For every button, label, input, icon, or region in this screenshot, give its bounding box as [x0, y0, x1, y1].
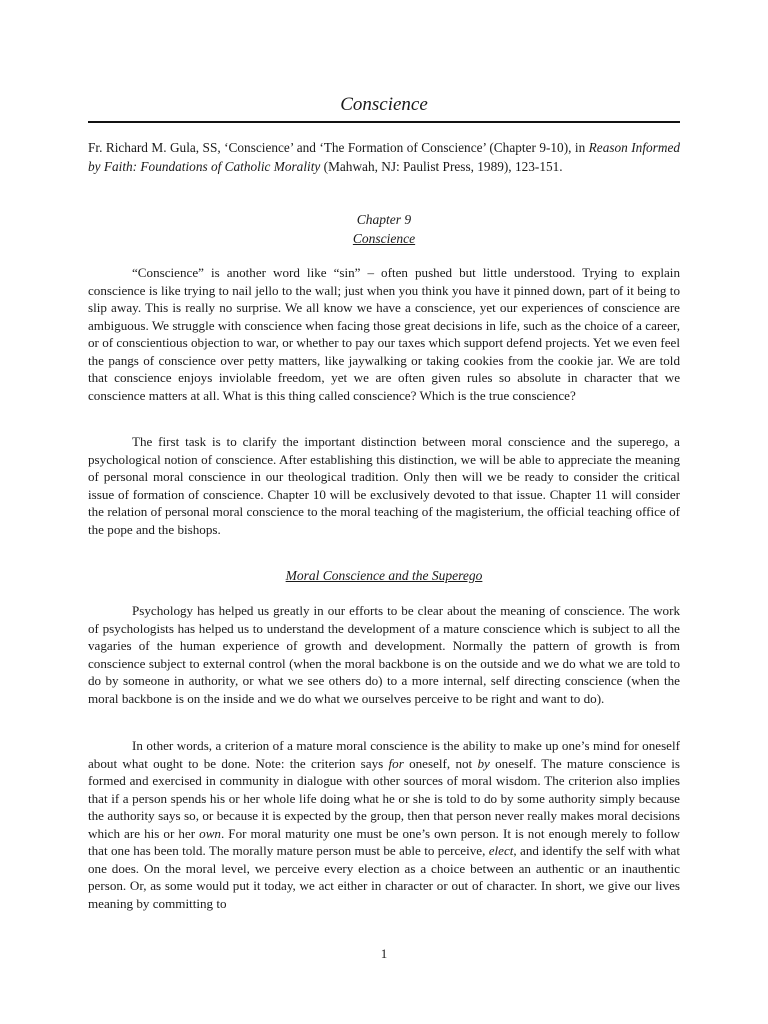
paragraph-1 [88, 264, 680, 404]
emphasis-by: by [477, 755, 490, 771]
paragraph-3 [88, 602, 680, 707]
chapter-title: Conscience [352, 231, 416, 246]
document-title: Conscience [340, 94, 428, 115]
title-rule [88, 121, 680, 123]
paragraph-4-text-2: oneself, not [403, 755, 478, 771]
emphasis-elect: elect [488, 843, 514, 858]
paragraph-4-text-1: In other words, a criterion of a mature moral conscience is the ability to make up one’s mind for oneself about what ought to be done. Note: the criterion says [88, 738, 680, 771]
citation-book-title: Reason Informed by Faith: Foundations of Catholic Morality [88, 140, 680, 174]
chapter-label: Chapter 9 [356, 212, 412, 227]
citation-publication-text: (Mahwah, NJ: Paulist Press, 1989), 123-151. [320, 159, 563, 174]
emphasis-for: for [388, 755, 404, 771]
paragraph-2 [88, 433, 680, 538]
paragraph-2-text: The first task is to clarify the important distinction between moral conscience and the superego, a psychological notion of conscience. After establishing this distinction, we will be able to appreciate the meaning of personal moral conscience in our theological tradition. Only then will we be ready to consider the critical issue of formation of conscience. Chapter 10 will be exclusively devoted to that issue. Chapter 11 will consider the relation of personal moral conscience to the moral teaching of the magisterium, the official teaching office of the pope and the bishops. [88, 434, 680, 537]
citation [88, 138, 680, 176]
emphasis-own: own [199, 825, 221, 841]
paragraph-4-text-5: , and identify the self with what one does. On the moral level, we perceive every election as a choice between an authentic or an inauthentic person. Or, as some would put it today, we act either in character or out of character. In short, we give our lives meaning by committing to [88, 843, 680, 911]
citation-author-text: Fr. Richard M. Gula, SS, ‘Conscience’ and ‘The Formation of Conscience’ (Chapter 9-10), in [88, 140, 589, 155]
paragraph-4-text-3: oneself. The mature conscience is formed and exercised in community in dialogue with other sources of moral wisdom. The criterion also implies that if a person spends his or her whole life doing what he or she is told to do by some authority simply because the authority says so, or because it is expected by the group, then that person never really makes moral decisions which are his or her [88, 755, 681, 841]
section-heading: Moral Conscience and the Superego [285, 568, 483, 583]
paragraph-4 [88, 737, 680, 912]
paragraph-4-text-4: . For moral maturity one must be one’s own person. It is not enough merely to follow that one has been told. The morally mature person must be able to perceive, [88, 825, 680, 858]
paragraph-3-text: Psychology has helped us greatly in our efforts to be clear about the meaning of conscience. The work of psychologists has helped us to understand the development of a mature conscience which is subject to all the vagaries of the human experience of growth and development. Normally the pattern of growth is from conscience subject to external control (when the moral backbone is on the outside and we do what we are told to do by someone in authority, or what we see others do) to a more internal, self directing conscience (when the moral backbone is on the inside and we do what we ourselves perceive to be right and want to do). [88, 603, 680, 706]
page-number: 1 [380, 946, 388, 961]
paragraph-1-text: “Conscience” is another word like “sin” – often pushed but little understood. Trying to explain conscience is like trying to nail jello to the wall; just when you think you have it pinned down, part of it being to slip away. This is really no surprise. We all know we have a conscience, yet our experiences of conscience are ambiguous. We struggle with conscience when facing those great decisions in life, such as the choice of a career, or of conscientious objection to war, or whether to pay our taxes which support defend projects. Yet we even feel the pangs of conscience over petty matters, like jaywalking or taking cookies from the cookie jar. We are told that conscience enjoys inviolable freedom, yet we are often given rules so absolute in character that we conscience matters at all. What is this thing called conscience? Which is the true conscience? [88, 265, 680, 403]
chapter-heading [0, 210, 768, 248]
